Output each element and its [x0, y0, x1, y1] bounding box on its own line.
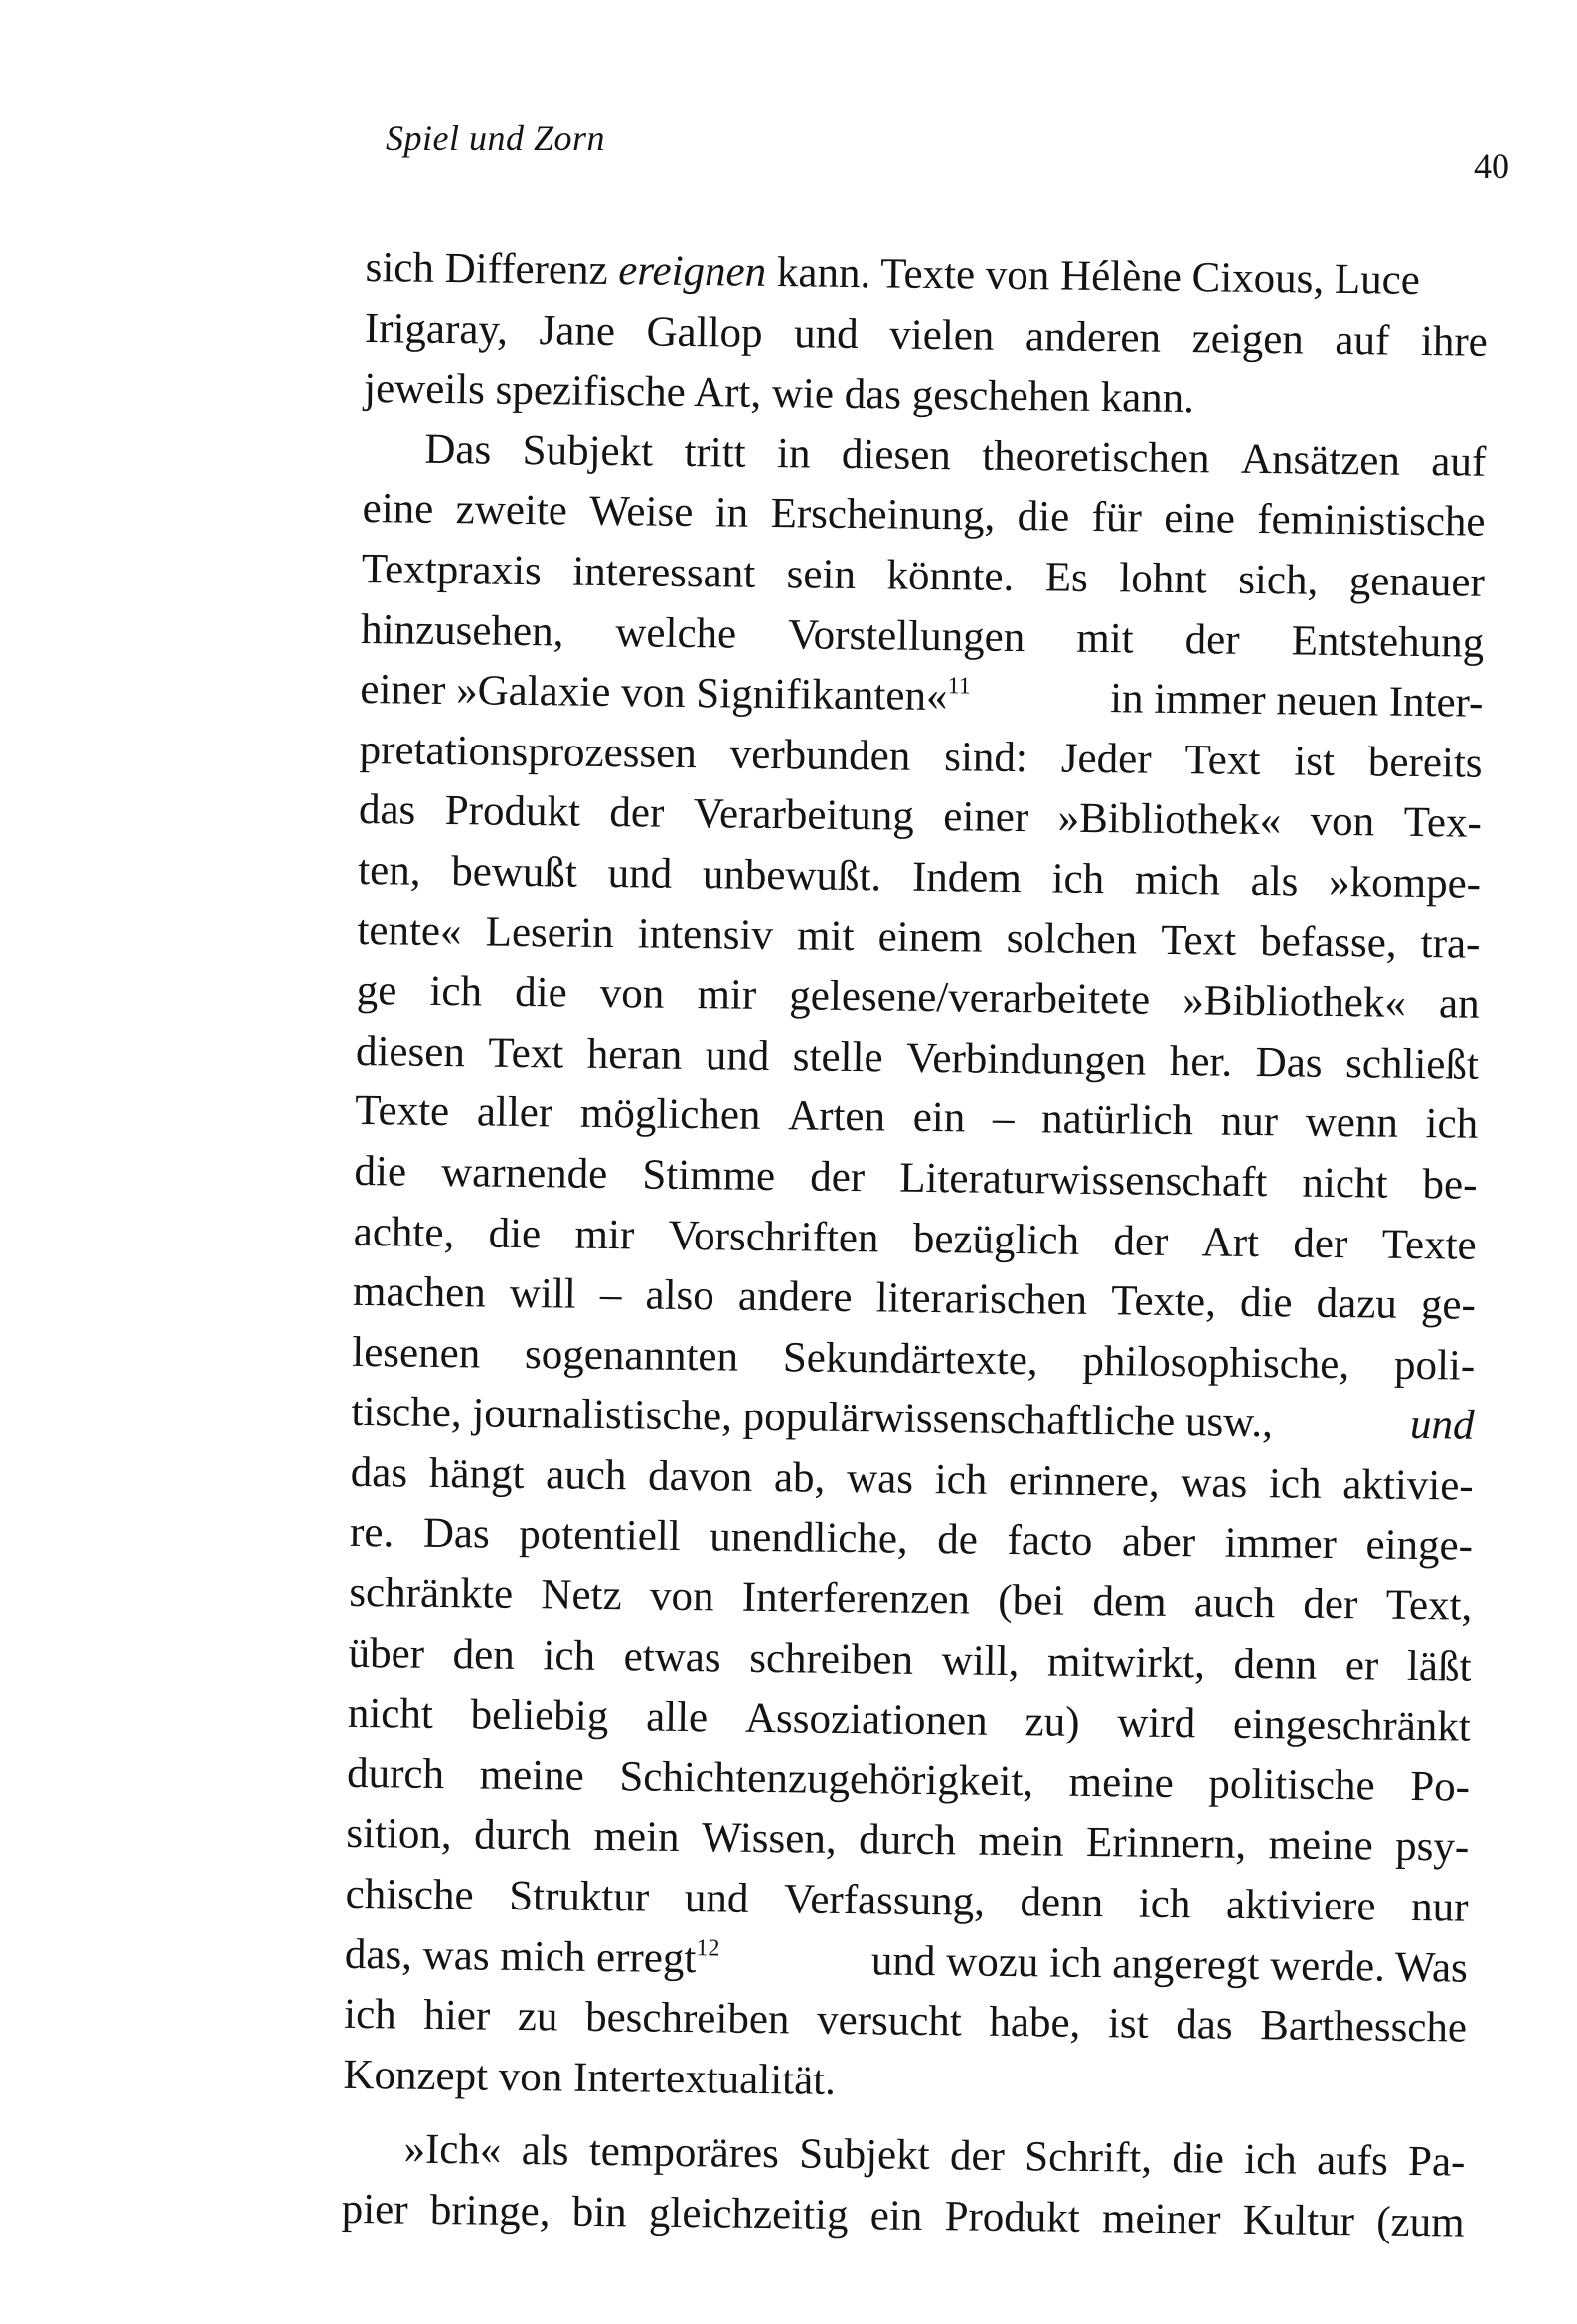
- word: ich: [1243, 2136, 1298, 2184]
- word: aufs: [1316, 2137, 1389, 2186]
- word: er: [1344, 1641, 1379, 1690]
- word: Pa-: [1407, 2138, 1466, 2187]
- word: natürlich: [1040, 1095, 1194, 1145]
- word: möglichen: [579, 1090, 761, 1140]
- word: versucht: [816, 1996, 963, 2046]
- word: in: [714, 489, 749, 538]
- word: warnende: [440, 1148, 608, 1198]
- word: der: [1303, 1580, 1358, 1629]
- word: das: [350, 1448, 408, 1497]
- word: Wissen,: [701, 1814, 837, 1864]
- line-end: und wozu ich angeregt werde. Was: [870, 1936, 1469, 1992]
- word: politische: [1208, 1760, 1375, 1810]
- word: als: [1250, 857, 1299, 906]
- word: sein: [786, 551, 857, 599]
- text-line: Konzept von Intertextualität.: [343, 2051, 837, 2104]
- word: ich: [429, 967, 483, 1016]
- word: einer: [943, 793, 1029, 842]
- word: feministische: [1256, 496, 1486, 547]
- word: tritt: [684, 428, 746, 477]
- word: den: [452, 1630, 516, 1679]
- emphasized-word: ereignen: [618, 248, 767, 296]
- word: mit: [1076, 614, 1134, 663]
- word: und: [793, 309, 859, 358]
- word: verbunden: [729, 731, 911, 780]
- word: ich: [1268, 1460, 1322, 1508]
- word: bereits: [1367, 739, 1483, 787]
- word: ihre: [1420, 317, 1489, 366]
- word: sogenannten: [524, 1330, 739, 1381]
- word: meine: [1068, 1758, 1175, 1807]
- word: was: [1181, 1458, 1248, 1507]
- word: facto: [1007, 1517, 1093, 1566]
- word: mich: [1134, 856, 1221, 905]
- word: ein: [869, 2192, 923, 2240]
- word: her.: [1169, 1037, 1233, 1085]
- word: Erscheinung,: [770, 490, 996, 541]
- word: achte,: [353, 1208, 455, 1256]
- word: Barthessche: [1259, 2002, 1468, 2052]
- word: hinzusehen,: [360, 605, 564, 656]
- word: der: [609, 789, 665, 838]
- word: habe,: [989, 1999, 1081, 2048]
- word: aktiviere: [1225, 1881, 1376, 1930]
- word: Text: [1184, 736, 1261, 784]
- word: pretationsprozessen: [359, 726, 698, 777]
- word: Verfassung,: [783, 1876, 986, 1925]
- word: Jeder: [1060, 735, 1152, 783]
- word: genauer: [1348, 558, 1486, 606]
- word: Kultur: [1242, 2196, 1355, 2245]
- word: das: [358, 786, 416, 834]
- word: dazu: [1316, 1279, 1398, 1328]
- word: anderen: [1025, 312, 1162, 362]
- word: (zum: [1375, 2198, 1465, 2246]
- word: Interferenzen: [741, 1574, 971, 1624]
- footnote-reference: 11: [947, 673, 971, 700]
- word: Schichtenzugehörigkeit,: [619, 1753, 1034, 1806]
- word: Erinnern,: [1085, 1819, 1247, 1869]
- word: Indem: [911, 853, 1023, 903]
- word: Vorschriften: [668, 1212, 879, 1261]
- word: Verbindungen: [905, 1034, 1147, 1084]
- word: Subjekt: [522, 426, 654, 476]
- word: nur: [1410, 1884, 1469, 1931]
- word: nicht: [1302, 1159, 1388, 1208]
- word: Entstehung: [1291, 616, 1485, 667]
- word: beliebig: [470, 1691, 609, 1741]
- word: literarischen: [875, 1274, 1088, 1325]
- word: eingeschränkt: [1232, 1701, 1472, 1750]
- word: der: [1293, 1219, 1348, 1267]
- word: ist: [1294, 738, 1336, 785]
- word: Produkt: [944, 2193, 1081, 2241]
- running-head: Spiel und Zorn: [386, 118, 606, 158]
- word: denn: [1020, 1879, 1104, 1927]
- word: für: [1091, 494, 1143, 542]
- word: die: [514, 969, 567, 1017]
- word: Texte: [1381, 1221, 1477, 1269]
- word: Text,: [1385, 1581, 1473, 1630]
- word: zweite: [455, 486, 568, 535]
- word: aktivie-: [1342, 1460, 1474, 1510]
- word: Assoziationen: [744, 1695, 988, 1745]
- word: das: [1175, 2001, 1233, 2050]
- word: gleichzeitig: [648, 2189, 849, 2240]
- page-number: 40: [1474, 146, 1509, 186]
- word: »Bibliothek«: [1183, 977, 1407, 1027]
- word: Texte: [354, 1087, 450, 1136]
- word: Subjekt: [798, 2130, 930, 2180]
- word: auf: [1431, 437, 1487, 486]
- line-end: in immer neuen Inter-: [1109, 675, 1484, 727]
- word: davon: [647, 1452, 753, 1501]
- word: befasse,: [1260, 917, 1397, 967]
- text-line: [341, 2180, 1465, 2253]
- word: und: [684, 1875, 749, 1922]
- word: einem: [877, 913, 983, 962]
- word: die: [488, 1210, 542, 1257]
- word: re.: [349, 1509, 394, 1557]
- text-line: jeweils spezifische Art, wie das geschehen kann.: [363, 365, 1195, 422]
- word: psy-: [1394, 1823, 1470, 1872]
- word: Sekundärtexte,: [782, 1333, 1038, 1385]
- word: »Bibliothek«: [1057, 794, 1282, 845]
- word: dem: [1092, 1578, 1167, 1627]
- word: durch: [473, 1811, 572, 1861]
- emphasized-word: und: [1409, 1402, 1475, 1449]
- body-text: [341, 239, 1489, 2253]
- word: Das: [424, 425, 492, 474]
- word: pier: [341, 2185, 408, 2234]
- word: nur: [1220, 1097, 1279, 1146]
- word: Gallop: [646, 308, 763, 357]
- word: einge-: [1365, 1521, 1474, 1571]
- line-start: tische, journalistische, populärwissenschaftliche usw.,: [351, 1389, 1274, 1447]
- word: Text: [488, 1029, 564, 1078]
- word: mir: [697, 971, 757, 1019]
- word: in: [776, 429, 811, 478]
- word: nicht: [347, 1690, 434, 1739]
- word: ich: [1051, 855, 1105, 904]
- word: meine: [479, 1751, 585, 1800]
- word: zu: [517, 1993, 558, 2041]
- word: lohnt: [1119, 555, 1208, 603]
- word: die: [1172, 2135, 1225, 2184]
- line-start: einer »Galaxie von Signifikanten«: [360, 666, 948, 721]
- line-text: [345, 1924, 720, 1989]
- word: Textpraxis: [361, 545, 543, 595]
- word: chische: [345, 1870, 474, 1919]
- word: aber: [1121, 1518, 1196, 1567]
- footnote-reference: 12: [696, 1934, 720, 1962]
- word: meiner: [1101, 2195, 1221, 2243]
- word: intensiv: [637, 910, 774, 959]
- word: Irigaray,: [364, 304, 509, 354]
- word: (bei: [998, 1577, 1065, 1625]
- word: der: [1113, 1217, 1169, 1265]
- word: »Ich«: [403, 2126, 502, 2175]
- word: Leserin: [485, 909, 614, 957]
- word: Struktur: [508, 1872, 650, 1921]
- word: mein: [593, 1813, 680, 1862]
- word: als: [521, 2127, 569, 2176]
- word: Arten: [787, 1092, 886, 1141]
- word: ge-: [1420, 1281, 1477, 1329]
- word: Verarbeitung: [693, 790, 915, 841]
- word: Text: [1161, 916, 1237, 965]
- line-start: das, was mich erregt: [344, 1930, 697, 1982]
- word: bezüglich: [912, 1215, 1080, 1264]
- word: eine: [1163, 495, 1236, 544]
- word: Das: [422, 1510, 491, 1559]
- word: ich: [543, 1631, 596, 1680]
- word: ten,: [357, 846, 421, 895]
- word: Tex-: [1403, 799, 1483, 848]
- word: ich: [1425, 1100, 1479, 1149]
- word: poli-: [1393, 1341, 1476, 1390]
- word: wird: [1117, 1699, 1196, 1747]
- word: unbewußt.: [702, 851, 882, 901]
- word: Stimme: [642, 1151, 776, 1201]
- line-text: sich Differenz ereignen kann. Texte von Hélène Cixous, Luce: [365, 244, 1421, 304]
- word: andere: [737, 1272, 853, 1322]
- word: Jane: [539, 306, 616, 355]
- word: philosophische,: [1082, 1337, 1350, 1388]
- word: der: [949, 2132, 1006, 2181]
- word: stelle: [792, 1033, 883, 1081]
- word: mir: [574, 1211, 635, 1258]
- word: von: [649, 1573, 714, 1621]
- word: –: [599, 1271, 622, 1319]
- word: auch: [545, 1451, 627, 1500]
- word: ich: [934, 1455, 988, 1504]
- word: ge: [356, 967, 397, 1015]
- word: solchen: [1006, 914, 1138, 964]
- word: be-: [1422, 1160, 1478, 1209]
- word: diesen: [355, 1027, 466, 1076]
- word: –: [992, 1095, 1015, 1143]
- word: immer: [1224, 1520, 1338, 1569]
- word: tente«: [357, 907, 462, 955]
- word: gelesene/verarbeitete: [789, 972, 1151, 1024]
- word: Literaturwissenschaft: [898, 1154, 1268, 1207]
- word: auch: [1193, 1579, 1276, 1628]
- word: machen: [352, 1268, 487, 1317]
- word: läßt: [1406, 1642, 1472, 1691]
- word: bewußt: [451, 848, 578, 897]
- word: bin: [571, 2188, 627, 2237]
- word: alle: [645, 1693, 709, 1742]
- word: Weise: [589, 488, 694, 537]
- word: auf: [1335, 316, 1390, 365]
- word: erinnere,: [1008, 1456, 1160, 1506]
- word: die: [1017, 493, 1070, 542]
- word: der: [809, 1153, 866, 1202]
- word: Texte,: [1110, 1277, 1217, 1326]
- word: schränkte: [349, 1569, 514, 1618]
- word: diesen: [841, 430, 952, 479]
- word: zeigen: [1191, 314, 1305, 364]
- word: will: [509, 1269, 577, 1318]
- word: ab,: [773, 1453, 826, 1502]
- word: der: [1184, 615, 1240, 664]
- word: potentiell: [519, 1511, 682, 1561]
- word: denn: [1233, 1640, 1318, 1689]
- word: Ansätzen: [1240, 435, 1401, 485]
- word: Vorstellungen: [787, 610, 1025, 661]
- word: Es: [1044, 554, 1089, 601]
- word: wenn: [1305, 1098, 1399, 1148]
- word: hängt: [428, 1449, 525, 1498]
- word: ist: [1107, 2000, 1149, 2048]
- word: und: [705, 1031, 770, 1079]
- word: vielen: [889, 311, 995, 360]
- word: beschreiben: [584, 1994, 790, 2044]
- word: zu): [1025, 1698, 1080, 1746]
- word: Art: [1201, 1218, 1260, 1266]
- word: schreiben: [748, 1634, 914, 1684]
- word: die: [354, 1147, 407, 1196]
- word: die: [1239, 1278, 1293, 1327]
- word: hier: [423, 1992, 491, 2040]
- word: von: [599, 970, 665, 1018]
- word: tra-: [1420, 919, 1481, 968]
- word: über: [348, 1629, 425, 1678]
- word: Produkt: [444, 787, 581, 837]
- word: mit: [796, 912, 855, 960]
- line-text: [360, 660, 971, 728]
- word: mein: [978, 1818, 1064, 1867]
- word: durch: [346, 1749, 445, 1798]
- word: an: [1438, 980, 1480, 1028]
- word: de: [937, 1516, 979, 1565]
- word: interessant: [572, 548, 756, 597]
- word: unendliche,: [710, 1513, 909, 1564]
- word: temporäres: [588, 2128, 780, 2178]
- word: also: [645, 1271, 715, 1320]
- word: bringe,: [429, 2186, 551, 2236]
- word: mitwirkt,: [1046, 1638, 1206, 1688]
- word: eine: [362, 485, 434, 534]
- word: Po-: [1409, 1762, 1471, 1811]
- word: lesenen: [352, 1328, 481, 1378]
- word: »kompe-: [1328, 858, 1482, 908]
- word: welche: [615, 608, 737, 658]
- word: will,: [941, 1636, 1020, 1685]
- word: sition,: [346, 1810, 452, 1859]
- word: sich,: [1237, 556, 1319, 604]
- word: aller: [476, 1088, 553, 1137]
- word: ich: [1138, 1880, 1191, 1928]
- word: sind:: [943, 733, 1028, 781]
- word: etwas: [623, 1632, 721, 1682]
- word: ein: [912, 1094, 966, 1142]
- word: Netz: [541, 1572, 622, 1620]
- word: heran: [586, 1030, 683, 1079]
- word: theoretischen: [981, 432, 1210, 483]
- word: Schrift,: [1024, 2133, 1153, 2183]
- word: meine: [1268, 1821, 1373, 1870]
- word: was: [846, 1454, 914, 1503]
- word: ich: [343, 1991, 397, 2039]
- word: Das: [1255, 1038, 1323, 1086]
- word: von: [1310, 798, 1375, 846]
- word: durch: [858, 1816, 957, 1865]
- word: und: [607, 849, 673, 898]
- word: schließt: [1344, 1039, 1480, 1088]
- word: könnte.: [886, 552, 1015, 600]
